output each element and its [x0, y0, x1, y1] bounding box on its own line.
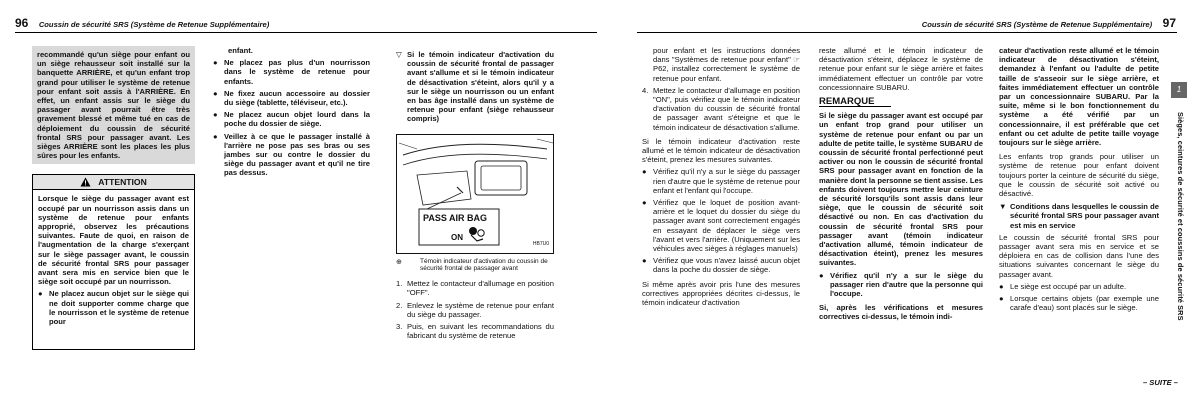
- list-item: 3. Puis, en suivant les recommandations du fabricant du système de retenue: [396, 322, 554, 341]
- left-col-3: [396, 46, 554, 343]
- dashboard-illustration: [397, 135, 555, 253]
- bullet-icon: ●: [213, 58, 218, 68]
- list-item: ● Vérifiez que le loquet de position avant-arrière et le loquet du dossier du siège du passager avant sont correctement engagés en essayant de déplacer le siège vers l'avant et vers l'arrière. (Uniquement sur les véhicules avec sièges à réglages manuels): [642, 198, 800, 254]
- steps-list: [396, 279, 554, 340]
- right-header-title: Coussin de sécurité SRS (Système de Retenue Supplémentaire): [921, 20, 1153, 29]
- left-page-number: 96: [15, 16, 29, 30]
- paragraph: Les enfants trop grands pour utiliser un système de retenue pour enfant doivent toujours porter la ceinture de sécurité du siège, que le coussin de sécurité soit activé ou désactivé.: [999, 152, 1159, 199]
- grey-note-box: [32, 46, 195, 164]
- left-col-1: [32, 46, 195, 350]
- section-heading: ▼ Conditions dans lesquelles le coussin de sécurité frontal SRS pour passager avant est mis en service: [999, 202, 1159, 230]
- figure-caption: ⊕ Témoin indicateur d'activation du coussin de sécurité frontal de passager avant: [396, 257, 548, 273]
- paragraph: Si le témoin indicateur d'activation reste allumé et le témoin indicateur de désactivation s'éteint, prenez les mesures suivantes.: [642, 136, 800, 165]
- list-item: ● Vérifiez que vous n'avez laissé aucun objet dans la poche du dossier de siège.: [642, 256, 800, 275]
- list-item: ● Lorsque certains objets (par exemple une carafe d'eau) sont placés sur le siège.: [999, 294, 1159, 313]
- attention-text: Lorsque le siège du passager avant est occupé par un nourrisson assis dans un système de retenue pour enfants approprié, observez les précautions suivantes. Faute de quoi, en raison de l'augmentation de la charge s'exerçant sur le siège passager avant, le coussin de sécurité frontal SRS pour passager avant sera mis en service bien que le siège soit occupé par un nourrisson.: [38, 194, 189, 287]
- right-page-number: 97: [1162, 16, 1176, 30]
- list-item: 2. Enlevez le système de retenue pour enfant du siège du passager.: [396, 300, 554, 319]
- bullet-icon: ●: [999, 294, 1004, 304]
- right-page-header: [922, 14, 1176, 32]
- left-page-header: [15, 14, 269, 32]
- bullet-icon: ●: [213, 110, 218, 120]
- continuation-text: pour enfant et les instructions données dans "Systèmes de retenue pour enfant" ☞P62, installez correctement le système de retenue pour enfant.: [653, 46, 800, 83]
- continued-label: – SUITE –: [1142, 378, 1178, 387]
- attention-bullet: ● Ne placez aucun objet sur le siège qui ne doit supporter comme charge que le nourrisson et le système de retenue pour: [38, 289, 189, 327]
- caption-icon: ⊕: [396, 258, 402, 266]
- indicator-figure: [396, 134, 554, 254]
- chapter-side-title: Sièges, ceintures de sécurité et coussins de sécurité SRS: [1176, 112, 1185, 321]
- list-item: 1. Mettez le contacteur d'allumage en position "OFF".: [396, 279, 554, 298]
- right-header-rule: [637, 32, 1177, 33]
- step-4: 4. Mettez le contacteur d'allumage en position "ON", puis vérifiez que le témoin indicateur d'activation du coussin de sécurité frontal de passager avant s'éteigne et que le témoin indicateur de désactivation s'allume.: [642, 85, 800, 132]
- list-item: ● Ne fixez aucun accessoire au dossier du siège (tablette, téléviseur, etc.).: [213, 88, 370, 108]
- right-col-1: [642, 46, 800, 310]
- paragraph: Si, après les vérifications et mesures correctives ci-dessus, le témoin indi-: [819, 303, 983, 322]
- chapter-tab: 1: [1171, 82, 1187, 98]
- bullet-icon: ●: [642, 167, 647, 177]
- right-col-3: [999, 46, 1159, 315]
- paragraph: Le coussin de sécurité frontal SRS pour passager avant sera mis en service et se déploiera en cas de collision dans l'une des situations suivantes concernant le siège du passager avant.: [999, 232, 1159, 279]
- list-item: ● Le siège est occupé par un adulte.: [999, 281, 1127, 291]
- left-header-rule: [15, 32, 597, 33]
- bullet-icon: ●: [999, 281, 1004, 291]
- bullet-icon: ●: [642, 256, 647, 266]
- attention-header: [32, 174, 195, 190]
- bullet-icon: ●: [642, 198, 647, 208]
- grey-note-text: recommandé qu'un siège pour enfant ou un siège rehausseur soit installé sur la banquette ARRIÈRE, et qu'un enfant trop grand pour utiliser le système de retenue pour enfant soit assis à l'ARRIÈRE. En effet, un enfant assis sur le siège du passager avant pourrait être très gravement blessé et même tué en cas de déploiement du coussin de sécurité frontal SRS pour passager avant. Les sièges ARRIÈRE sont les places les plus sûres pour les enfants.: [37, 50, 190, 161]
- warning-triangle-icon: [80, 177, 91, 187]
- bullet-icon: ●: [213, 88, 218, 98]
- list-item: ● Ne placez pas plus d'un nourrisson dans le système de retenue pour enfants.: [213, 58, 370, 86]
- continuation-text: enfant.: [228, 46, 253, 55]
- left-header-title: Coussin de sécurité SRS (Système de Retenue Supplémentaire): [38, 20, 270, 29]
- remarque-text: Si le siège du passager avant est occupé par un enfant trop grand pour utiliser un système de retenue pour enfant ou par un adulte de petite taille, le système SUBARU de coussin de sécurité frontal perfectionné peut activer ou non le coussin de sécurité frontal SRS pour passager avant en fonction de la manière dont la personne se tient assise. Les enfants doivent toujours mettre leur ceinture de sécurité lorsqu'ils sont assis dans leur siège, que le coussin de sécurité soit désactivé ou non. En cas d'activation du coussin de sécurité frontal SRS pour passager avant (témoin indicateur d'activation allumé, témoin indicateur de désactivation éteint), prenez les mesures suivantes.: [819, 111, 983, 268]
- continuation-text: cateur d'activation reste allumé et le témoin indicateur de désactivation s'éteint, demandez à l'enfant ou l'adulte de petite taille de s'asseoir sur le siège arrière, et faites immédiatement effectuer un contrôle par un concessionnaire SUBARU. Par la suite, même si le bon fonctionnement du système a été vérifié par un concessionnaire, il est préférable que cet enfant ou cet adulte de petite taille voyage toujours sur le siège arrière.: [999, 46, 1159, 148]
- on-label: ON: [451, 232, 463, 242]
- right-page: [597, 0, 1194, 400]
- bullet-icon: ●: [213, 131, 218, 141]
- section-heading: ▽ Si le témoin indicateur d'activation du coussin de sécurité frontal de passager avant s'allume et si le témoin indicateur de désactivation s'éteint, alors qu'il y a sur le siège un nourrisson ou un enfant en bas âge installé dans un système de retenue pour enfant (siège rehausseur compris): [396, 50, 554, 124]
- list-item: ● Vérifiez qu'il n'y a sur le siège du passager rien d'autre que le système de retenue pour enfant et l'enfant qui l'occupe.: [642, 167, 800, 195]
- pass-air-bag-label: PASS AIR BAG: [423, 212, 488, 223]
- paragraph: Si même après avoir pris l'une des mesures correctives appropriées décrites ci-dessus, le témoin indicateur d'activation: [642, 279, 800, 308]
- bullet-icon: ●: [38, 289, 43, 299]
- continuation-text: reste allumé et le témoin indicateur de désactivation s'éteint, déplacez le système de retenue pour enfant sur le siège arrière et faites immédiatement effectuer un contrôle par votre concessionnaire SUBARU.: [819, 46, 983, 92]
- bullet-icon: ●: [819, 270, 824, 280]
- figure-code: HB7U0: [532, 241, 549, 248]
- list-item: ● Vérifiez qu'il n'y a sur le siège du passager rien d'autre que la personne qui l'occupe.: [819, 270, 983, 299]
- list-item: ● Ne placez aucun objet lourd dans la poche du dossier de siège.: [213, 110, 370, 129]
- right-col-2: [819, 46, 983, 325]
- attention-title: ATTENTION: [98, 177, 147, 188]
- section-marker-icon: ▽: [396, 50, 402, 59]
- remarque-heading: REMARQUE: [819, 97, 891, 107]
- list-item: ● Veillez à ce que le passager installé à l'arrière ne pose pas ses bras ou ses jambes sur ou contre le dossier du siège du passager avant et qu'il ne tire pas dessus.: [213, 131, 370, 178]
- left-col-2: [213, 46, 370, 181]
- section-marker-icon: ▼: [999, 202, 1007, 212]
- attention-body: [32, 190, 195, 350]
